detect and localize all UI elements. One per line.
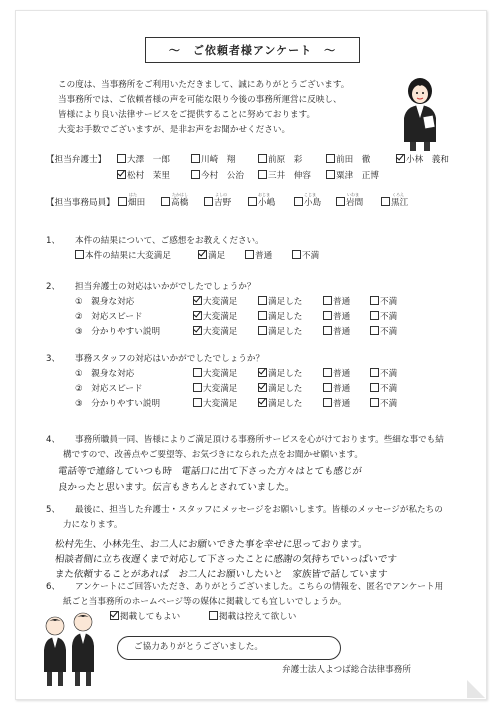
staff-ruby: はた <box>129 192 137 197</box>
q1-option[interactable]: 不満 <box>292 249 319 264</box>
checkbox-checked[interactable] <box>258 398 267 407</box>
checkbox[interactable] <box>258 326 267 335</box>
q2-rating-option[interactable]: 大変満足 <box>193 295 237 310</box>
thanks-bubble <box>117 636 341 660</box>
lawyer-option[interactable]: 大澤 一郎 <box>117 153 170 168</box>
checkbox[interactable] <box>292 250 301 259</box>
staff-option[interactable]: 岩間 <box>336 196 363 211</box>
checkbox[interactable] <box>370 311 379 320</box>
lawyer-option[interactable]: 今村 公治 <box>191 169 244 184</box>
q3-row-label: ③ 分かりやすい説明 <box>75 399 161 409</box>
staff-option[interactable]: 黒江 <box>381 196 408 211</box>
q3-rating-option[interactable]: 不満 <box>370 382 397 397</box>
staff-ruby: いわま <box>347 192 359 197</box>
q4-answer-line-2: 良かったと思います。伝言もきちんとされていました。 <box>57 482 296 493</box>
lawyer-illustration <box>396 74 444 152</box>
q2-rating-option[interactable]: 大変満足 <box>193 310 237 325</box>
checkbox[interactable] <box>370 326 379 335</box>
q2-row-label: ② 対応スピード <box>75 312 143 322</box>
q1-number: 1、 <box>46 236 61 246</box>
checkbox-checked[interactable] <box>258 368 267 377</box>
page-curl <box>467 680 485 698</box>
staff-option[interactable]: 吉野 <box>204 196 231 211</box>
q5-text-1: 最後に、担当した弁護士・スタッフにメッセージをお願いします。皆様のメッセージが私たちの <box>75 505 443 515</box>
checkbox[interactable] <box>193 368 202 377</box>
q2-rating-option[interactable]: 不満 <box>370 325 397 340</box>
lawyers-illustration <box>40 612 98 690</box>
q2-row-label: ① 親身な対応 <box>75 297 135 307</box>
checkbox[interactable] <box>323 398 332 407</box>
checkbox[interactable] <box>245 250 254 259</box>
thanks-text: ご協力ありがとうございました。 <box>134 642 263 652</box>
title-box <box>145 37 360 63</box>
q3-rating-option[interactable]: 満足した <box>258 397 302 412</box>
checkbox[interactable] <box>258 311 267 320</box>
q3-rating-option[interactable]: 大変満足 <box>193 367 237 382</box>
page-title: ～ ご依頼者様アンケート ～ <box>168 44 337 57</box>
checkbox[interactable] <box>209 611 218 620</box>
staff-option[interactable]: 高橋 <box>161 196 188 211</box>
lawyer-option[interactable]: 三井 伸容 <box>258 169 311 184</box>
checkbox-checked[interactable] <box>110 611 119 620</box>
checkbox[interactable] <box>193 398 202 407</box>
q2-rating-option[interactable]: 不満 <box>370 310 397 325</box>
checkbox-checked[interactable] <box>258 383 267 392</box>
q6-option[interactable]: 掲載は控えて欲しい <box>209 610 296 625</box>
q1-option[interactable]: 満足 <box>198 249 225 264</box>
staff-ruby: こじま <box>304 192 316 197</box>
checkbox[interactable] <box>191 154 200 163</box>
checkbox[interactable] <box>75 250 84 259</box>
checkbox[interactable] <box>323 383 332 392</box>
checkbox[interactable] <box>336 197 345 206</box>
lawyers-label: 【担当弁護士】 <box>46 155 107 165</box>
lawyer-option[interactable]: 川崎 翔 <box>191 153 235 168</box>
lawyer-option[interactable]: 粟津 正博 <box>326 169 379 184</box>
intro-line-2: 当事務所では、ご依頼者様の声を可能な限り今後の事務所運営に反映し、 <box>58 95 342 105</box>
checkbox[interactable] <box>323 296 332 305</box>
q3-rating-option[interactable]: 大変満足 <box>193 397 237 412</box>
checkbox[interactable] <box>118 197 127 206</box>
q6-text-1: アンケートにご回答いただき、ありがとうございました。こちらの情報を、匿名でアンケート用 <box>75 582 444 592</box>
staff-ruby: たかはし <box>172 192 188 197</box>
checkbox[interactable] <box>258 154 267 163</box>
q3-rating-option[interactable]: 不満 <box>370 397 397 412</box>
checkbox[interactable] <box>191 170 200 179</box>
staff-ruby: くろえ <box>392 192 404 197</box>
q2-rating-option[interactable]: 満足した <box>258 310 302 325</box>
q5-text-2: 力になります。 <box>63 520 123 530</box>
q4-answer-line-1: 電話等で連絡していつも時 電話口に出て下さった方々はとても感じが <box>57 466 363 477</box>
q4-text-2: 構ですので、改善点やご要望等、お気づきになられた点をお聞かせ願います。 <box>63 450 363 460</box>
q5-answer-line-2: 相談者側に立ち夜遅くまで対応して下さったことに感謝の気持ちでいっぱいです <box>54 554 398 565</box>
intro-line-1: この度は、当事務所をご利用いただきまして、誠にありがとうございます。 <box>58 80 350 90</box>
q3-rating-option[interactable]: 不満 <box>370 367 397 382</box>
q3-rating-option[interactable]: 普通 <box>323 397 350 412</box>
checkbox[interactable] <box>370 383 379 392</box>
q3-row-label: ① 親身な対応 <box>75 369 135 379</box>
q2-text: 担当弁護士の対応はいかがでしたでしょうか？ <box>75 282 256 292</box>
checkbox[interactable] <box>294 197 303 206</box>
q2-rating-option[interactable]: 満足した <box>258 325 302 340</box>
q5-answer-line-3: また依頼することがあれば お二人にお願いしたいと 家族皆で話しています <box>54 569 388 580</box>
q1-text: 本件の結果について、ご感想をお教えください。 <box>75 236 264 246</box>
q2-rating-option[interactable]: 普通 <box>323 325 350 340</box>
staff-ruby: おじま <box>258 192 270 197</box>
checkbox-checked[interactable] <box>193 326 202 335</box>
q3-rating-option[interactable]: 満足した <box>258 367 302 382</box>
q5-answer-line-1: 松村先生、小林先生、お二人にお願いできた事を幸せに思っております。 <box>54 539 369 550</box>
q2-rating-option[interactable]: 不満 <box>370 295 397 310</box>
q3-rating-option[interactable]: 満足した <box>258 382 302 397</box>
q2-row-label: ③ 分かりやすい説明 <box>75 327 161 337</box>
q3-rating-option[interactable]: 普通 <box>323 382 350 397</box>
q3-number: 3、 <box>46 354 61 364</box>
checkbox[interactable] <box>248 197 257 206</box>
staff-option[interactable]: 小嶋 <box>248 196 275 211</box>
q2-rating-option[interactable]: 普通 <box>323 295 350 310</box>
checkbox[interactable] <box>326 170 335 179</box>
q3-rating-option[interactable]: 大変満足 <box>193 382 237 397</box>
checkbox[interactable] <box>323 326 332 335</box>
q6-text-2: 紙ごと当事務所のホームページ等の媒体に掲載しても宜しいでしょうか。 <box>63 597 347 607</box>
firm-name: 弁護士法人よつば総合法律事務所 <box>282 665 411 675</box>
q3-row-label: ② 対応スピード <box>75 384 143 394</box>
intro-line-4: 大変お手数でございますが、是非お声をお聞かせください。 <box>58 125 291 135</box>
staff-ruby: よしの <box>215 192 227 197</box>
staff-option[interactable]: 畑田 <box>118 196 145 211</box>
q2-rating-option[interactable]: 大変満足 <box>193 325 237 340</box>
checkbox[interactable] <box>323 311 332 320</box>
intro-line-3: 皆様により良い法律サービスをご提供することに努めております。 <box>58 110 316 120</box>
q2-rating-option[interactable]: 満足した <box>258 295 302 310</box>
q1-option[interactable]: 本件の結果に大変満足 <box>75 249 171 264</box>
q2-number: 2、 <box>46 282 61 292</box>
q2-rating-option[interactable]: 普通 <box>323 310 350 325</box>
q4-number: 4、 <box>46 435 61 445</box>
checkbox[interactable] <box>370 368 379 377</box>
checkbox-checked[interactable] <box>117 170 126 179</box>
lawyer-option[interactable]: 松村 茉里 <box>117 169 170 184</box>
checkbox[interactable] <box>258 170 267 179</box>
q6-option[interactable]: 掲載してもよい <box>110 610 180 625</box>
q3-rating-option[interactable]: 普通 <box>323 367 350 382</box>
lawyer-option[interactable]: 前原 彩 <box>258 153 302 168</box>
checkbox[interactable] <box>370 398 379 407</box>
checkbox-checked[interactable] <box>193 311 202 320</box>
checkbox[interactable] <box>193 383 202 392</box>
q6-number: 6、 <box>46 582 61 592</box>
checkbox[interactable] <box>204 197 213 206</box>
checkbox-checked[interactable] <box>193 296 202 305</box>
staff-label: 【担当事務局員】 <box>46 198 115 208</box>
q5-number: 5、 <box>46 505 61 515</box>
q3-text: 事務スタッフの対応はいかがでしたでしょうか？ <box>75 354 265 364</box>
lawyer-option[interactable]: 小林 義和 <box>396 153 449 168</box>
checkbox[interactable] <box>381 197 390 206</box>
lawyer-option[interactable]: 前田 徹 <box>326 153 370 168</box>
checkbox[interactable] <box>370 296 379 305</box>
q4-text-1: 事務所職員一同、皆様によりご満足頂ける事務所サービスを心がけております。些細な事でも結 <box>75 435 444 445</box>
checkbox-checked[interactable] <box>198 250 207 259</box>
checkbox[interactable] <box>117 154 126 163</box>
q1-option[interactable]: 普通 <box>245 249 272 264</box>
checkbox[interactable] <box>323 368 332 377</box>
staff-option[interactable]: 小島 <box>294 196 321 211</box>
checkbox[interactable] <box>258 296 267 305</box>
checkbox[interactable] <box>161 197 170 206</box>
checkbox[interactable] <box>326 154 335 163</box>
checkbox-checked[interactable] <box>396 154 405 163</box>
